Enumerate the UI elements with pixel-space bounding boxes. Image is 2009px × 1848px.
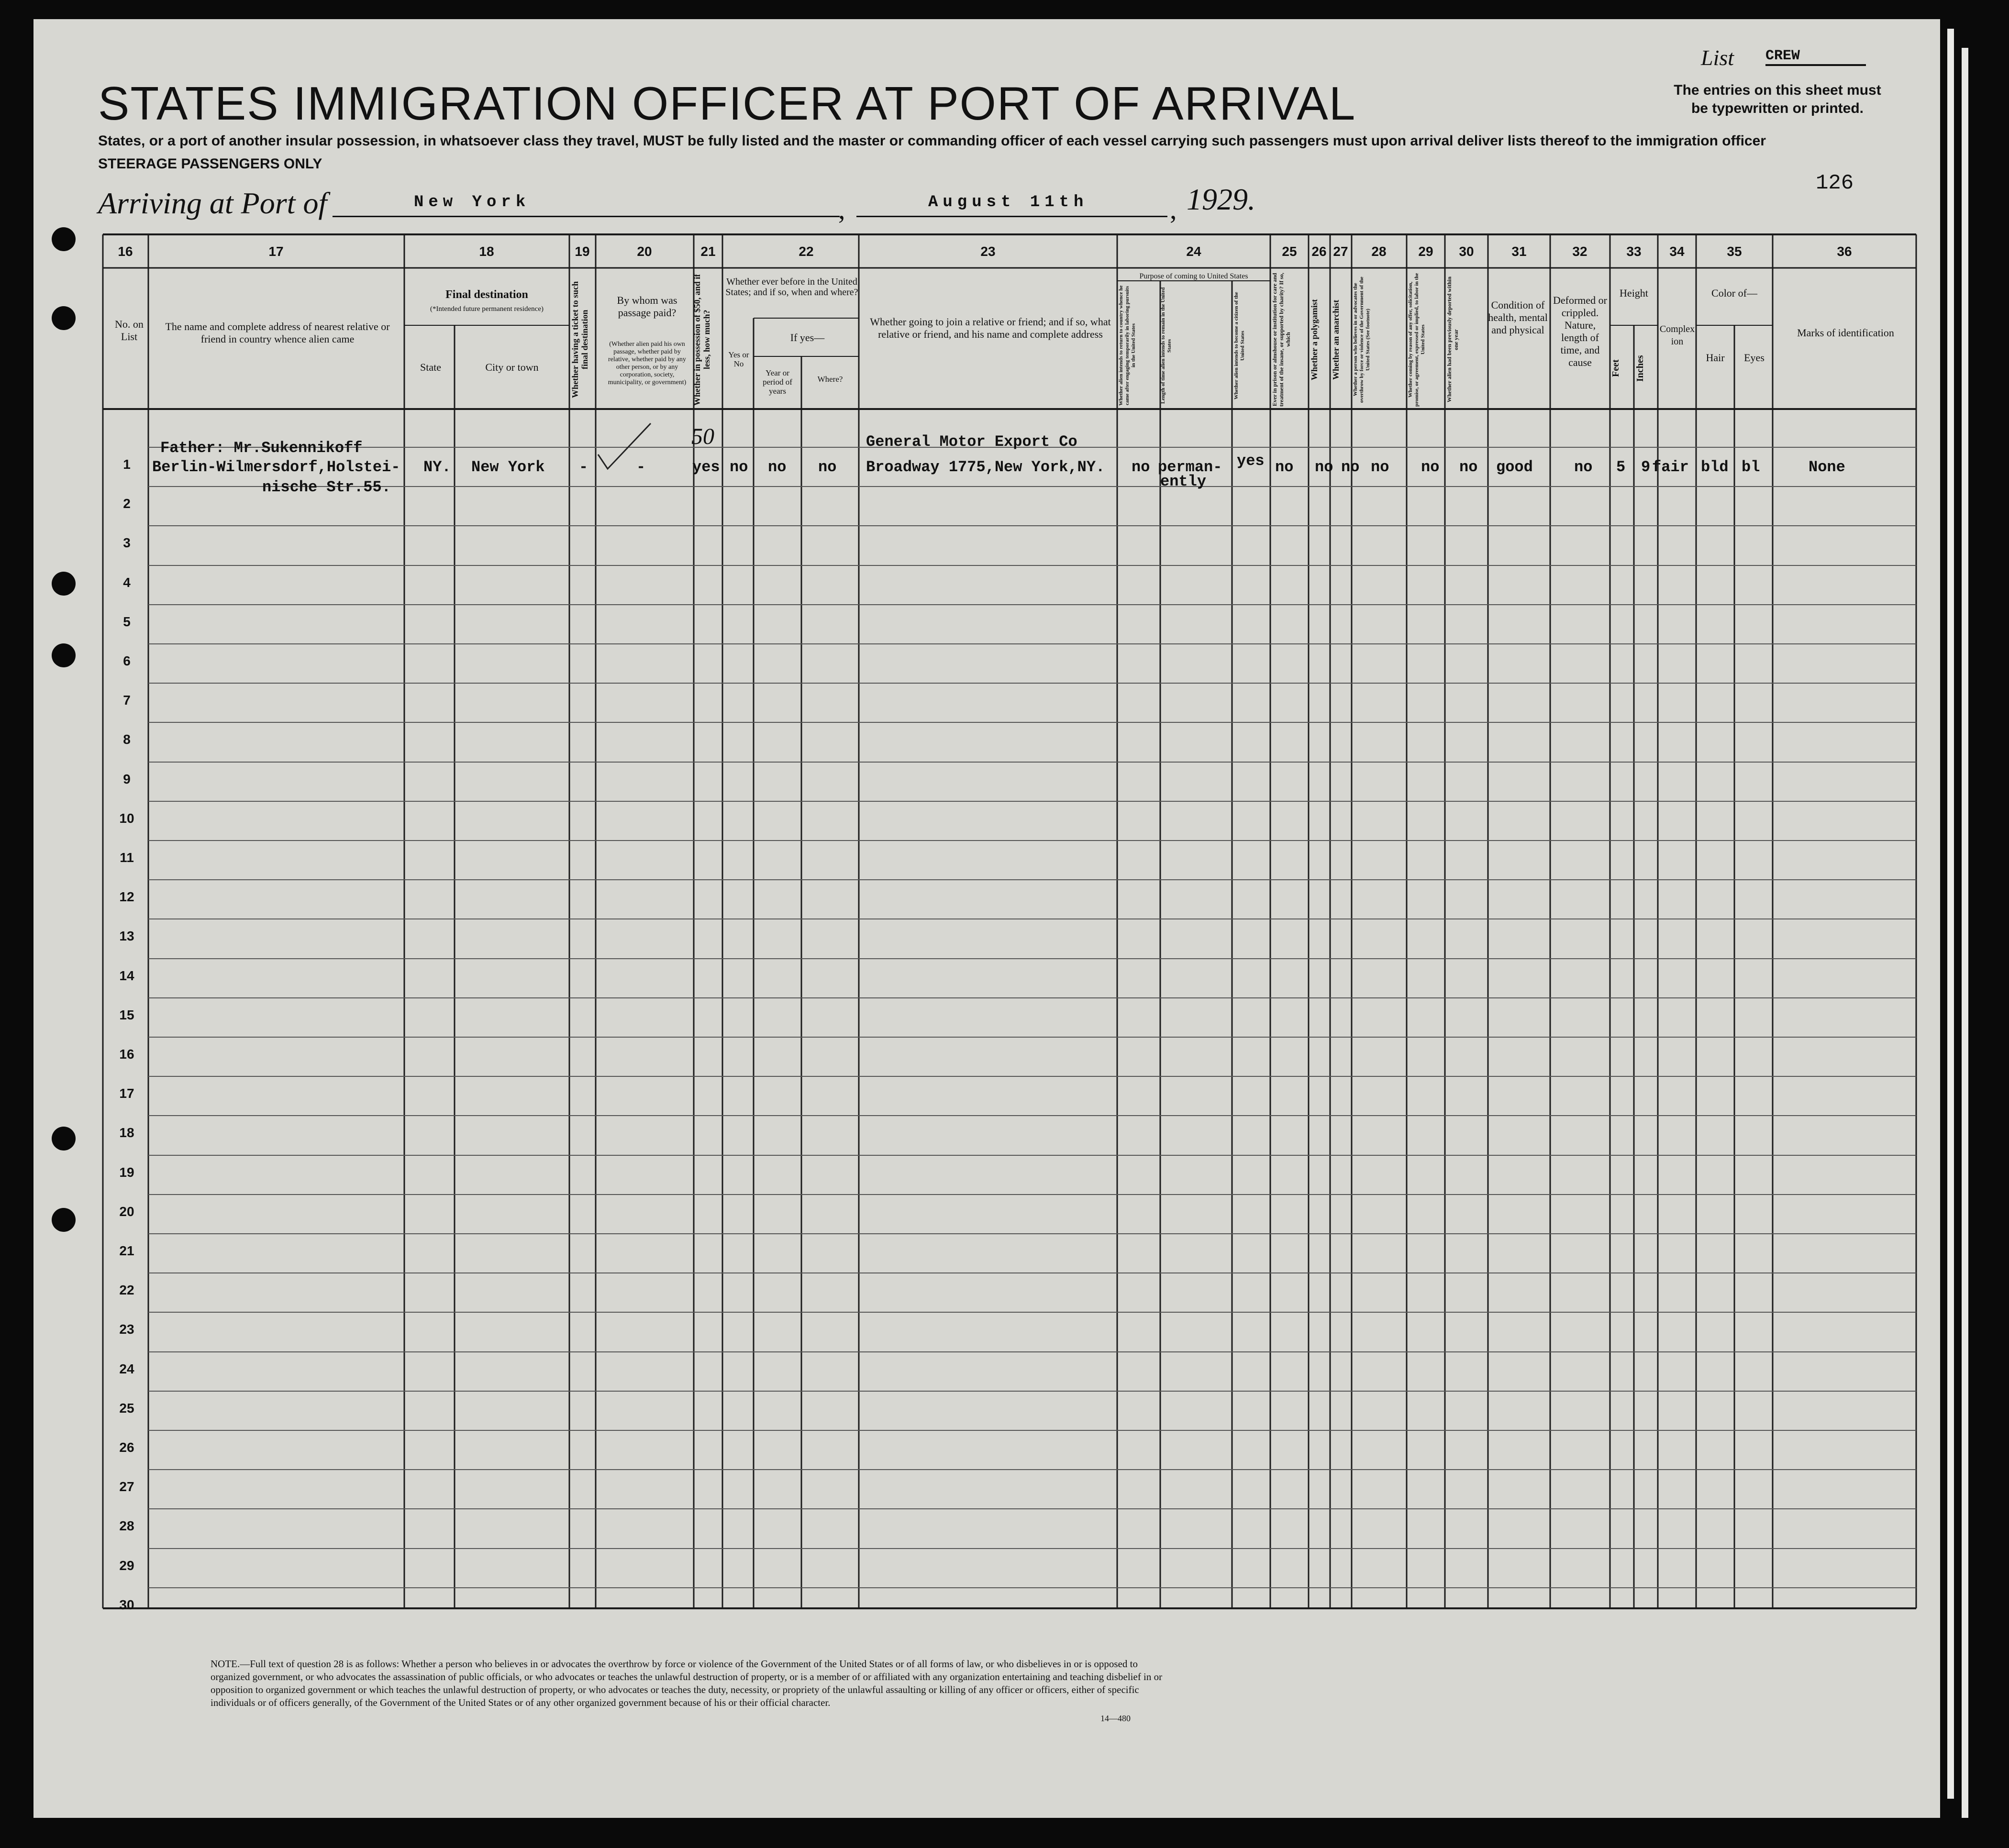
col33-feet-header: Feet — [1610, 359, 1621, 377]
column-number: 36 — [1837, 244, 1852, 259]
row-number: 1 — [123, 457, 131, 472]
row-number: 25 — [119, 1401, 134, 1416]
entry-feet: 5 — [1616, 458, 1626, 476]
row-number: 17 — [119, 1086, 134, 1101]
col24-return-header: Whether alien intends to return to country whence he came after engaging temporarily in laboring pursuits in the United States — [1118, 285, 1136, 406]
entry-anarchist: no — [1341, 458, 1360, 476]
column-number: 26 — [1311, 244, 1327, 259]
list-label: List — [1701, 45, 1734, 70]
entry-deported: no — [1459, 458, 1478, 476]
col21-header: Whether in possession of $50, and if less, how much? — [692, 274, 711, 406]
col22-yesno-header: Yes or No — [728, 350, 749, 368]
entry-paid-by: - — [636, 458, 646, 476]
arrival-port: New York — [333, 193, 840, 217]
typewritten-note: The entries on this sheet must be typewritten or printed. — [1674, 82, 1881, 116]
entry-relative-line2: Berlin-Wilmersdorf,Holstei- — [152, 458, 400, 476]
entry-state: NY. — [423, 458, 451, 476]
entry-deformed: no — [1574, 458, 1593, 476]
arriving-label: Arriving at Port of — [98, 186, 327, 220]
entry-complexion: fair — [1652, 458, 1689, 476]
col33-header: Height — [1620, 287, 1648, 299]
row-number: 14 — [119, 968, 134, 983]
entry-prison: no — [1275, 458, 1294, 476]
column-number: 18 — [479, 244, 494, 259]
col16-header: No. on List — [115, 318, 144, 343]
entry-before-where: no — [818, 458, 837, 476]
col29-header: Whether coming by reason of any offer, solicitation, promise, or agreement, expressed or implied, to labor in the United States — [1408, 273, 1426, 407]
col35-header: Color of— — [1711, 287, 1757, 299]
col18-header: Final destination — [445, 288, 528, 301]
row-number: 30 — [119, 1597, 134, 1612]
col34-header: Complexion — [1659, 324, 1695, 347]
row-number: 13 — [119, 929, 134, 943]
sheet-number: 126 — [1816, 171, 1854, 195]
column-number: 22 — [799, 244, 814, 259]
col36-header: Marks of identification — [1797, 327, 1894, 339]
entry-length-line1: perman- — [1158, 458, 1222, 476]
col22-where-header: Where? — [817, 375, 843, 384]
col24-citizen-header: Whether alien intends to become a citizen of the United States — [1233, 292, 1245, 399]
row-number: 6 — [123, 653, 131, 668]
list-value: CREW — [1765, 48, 1866, 66]
row-number: 26 — [119, 1440, 134, 1455]
col35-eyes-header: Eyes — [1744, 352, 1765, 364]
row-number: 21 — [119, 1243, 134, 1258]
col20-header: By whom was passage paid? — [617, 294, 677, 319]
column-number: 34 — [1669, 244, 1685, 259]
entry-join-line1: General Motor Export Co — [866, 433, 1077, 451]
arrival-date: August 11th — [856, 193, 1167, 217]
entry-return: no — [1132, 458, 1150, 476]
col28-header: Whether a person who believes in or advocates the overthrow by force or violence of the Government of the United States (See footnote) — [1353, 277, 1371, 403]
col32-header: Deformed or crippled. Nature, length of time, and cause — [1553, 294, 1607, 368]
column-number: 27 — [1333, 244, 1348, 259]
column-number: 20 — [637, 244, 652, 259]
col35-hair-header: Hair — [1706, 352, 1725, 364]
col27-header: Whether an anarchist — [1331, 299, 1341, 380]
col22-header: Whether ever before in the United States; and if so, when and where? — [725, 277, 858, 298]
col24-length-header: Length of time alien intends to remain in the United States — [1160, 287, 1172, 404]
col18-city-header: City or town — [485, 361, 539, 373]
row-number: 3 — [123, 535, 131, 550]
row-number: 22 — [119, 1283, 134, 1297]
entry-relative-line3: nische Str.55. — [262, 478, 391, 496]
row-number: 2 — [123, 496, 131, 511]
entry-city: New York — [471, 458, 545, 476]
column-number: 28 — [1371, 244, 1387, 259]
entry-before-yesno: no — [730, 458, 748, 476]
col18-note: (*Intended future permanent residence) — [430, 305, 544, 313]
col24-header: Purpose of coming to United States — [1139, 272, 1248, 280]
entry-eyes: bl — [1742, 458, 1760, 476]
arrival-year: 1929. — [1187, 182, 1255, 216]
entry-inches: 9 — [1641, 458, 1651, 476]
entry-health: good — [1496, 458, 1533, 476]
col33-inches-header: Inches — [1635, 355, 1645, 382]
col20-note: (Whether alien paid his own passage, whether paid by relative, whether paid by any other person, or by any corporation, society, municipality, or government) — [608, 341, 687, 386]
form-code: 14—480 — [1100, 1714, 1131, 1723]
row-number: 9 — [123, 772, 131, 786]
entry-money: yes — [692, 458, 720, 476]
entry-join-line2: Broadway 1775,New York,NY. — [866, 458, 1105, 476]
row-number: 18 — [119, 1125, 134, 1140]
column-number: 16 — [118, 244, 133, 259]
column-number: 19 — [575, 244, 590, 259]
col22-years-header: Year or period of years — [763, 368, 792, 396]
entry-polygamist: no — [1315, 458, 1333, 476]
page-title: STATES IMMIGRATION OFFICER AT PORT OF ARRIVAL — [98, 77, 1356, 130]
separator: , — [1170, 194, 1177, 225]
row-number: 16 — [119, 1047, 134, 1062]
column-number: 17 — [268, 244, 284, 259]
column-number: 21 — [700, 244, 716, 259]
header-instructions: States, or a port of another insular possession, in whatsoever class they travel, MUST be fully listed and the master or commanding officer of each vessel carrying such passengers must upon arrival deliver lists thereof to the immigration officer — [98, 133, 1766, 149]
entry-length-line2: ently — [1160, 473, 1207, 490]
entry-marks: None — [1809, 458, 1845, 476]
col23-header: Whether going to join a relative or friend; and if so, what relative or friend, and his name and complete address — [870, 316, 1111, 340]
row-number: 24 — [119, 1361, 134, 1376]
row-number: 5 — [123, 614, 131, 629]
col25-header: Ever in prison or almshouse or institution for care and treatment of the insane, or supported by charity? If so, which — [1271, 273, 1291, 407]
entry-offer: no — [1421, 458, 1440, 476]
entry-citizen: yes — [1237, 452, 1265, 470]
footer-note: NOTE.—Full text of question 28 is as follows: Whether a person who believes in or advocates the overthrow by force or violence of the Government of the United States or of all forms of law, or who disbelieves in or is opposed to organized government, or who advocates the assassination of public officials, or who advocates or teaches the unlawful destruction of property, or is a member of or affiliated with any organization entertaining and teaching disbelief in or opposition to organized government or which teaches the unlawful destruction of property, or who advocates or teaches the duty, necessity, or propriety of the unlawful assaulting or killing of any officer or officers, either of specific individuals or of officers generally, of the Government of the United States or of any other organized government because of his or their official character. — [211, 1658, 1163, 1708]
column-number: 31 — [1511, 244, 1527, 259]
col31-header: Condition of health, mental and physical — [1488, 299, 1548, 336]
handwritten-check-mark — [593, 421, 655, 474]
separator: , — [838, 194, 845, 225]
row-number: 12 — [119, 889, 134, 904]
row-number: 7 — [123, 693, 131, 708]
row-number: 15 — [119, 1007, 134, 1022]
column-number: 29 — [1418, 244, 1433, 259]
col18-state-header: State — [420, 361, 441, 373]
entry-relative-line1: Father: Mr.Sukennikoff — [160, 439, 363, 457]
col19-header: Whether having a ticket to such final destination — [570, 281, 589, 398]
header-class: STEERAGE PASSENGERS ONLY — [98, 156, 322, 172]
column-number: 35 — [1727, 244, 1742, 259]
row-number: 19 — [119, 1165, 134, 1180]
row-number: 20 — [119, 1204, 134, 1219]
column-number: 30 — [1459, 244, 1474, 259]
row-number: 27 — [119, 1479, 134, 1494]
col26-header: Whether a polygamist — [1310, 299, 1319, 380]
entry-ticket: - — [579, 458, 588, 476]
column-number: 23 — [980, 244, 996, 259]
row-number: 4 — [123, 575, 131, 590]
row-number: 23 — [119, 1322, 134, 1337]
entry-hair: bld — [1701, 458, 1729, 476]
entry-before-years: no — [768, 458, 787, 476]
row-number: 29 — [119, 1558, 134, 1573]
entry-money-handwritten: 50 — [691, 424, 714, 449]
col30-header: Whether alien had been previously deported within one year — [1446, 277, 1459, 403]
col17-header: The name and complete address of nearest relative or friend in country whence alien came — [165, 321, 390, 345]
row-number: 11 — [120, 850, 134, 865]
column-number: 32 — [1572, 244, 1587, 259]
row-number: 8 — [123, 732, 131, 747]
column-number: 33 — [1626, 244, 1642, 259]
col22-ifyes-header: If yes— — [790, 332, 825, 343]
column-number: 25 — [1282, 244, 1297, 259]
entry-overthrow: no — [1371, 458, 1389, 476]
row-number: 28 — [119, 1518, 134, 1533]
column-number: 24 — [1186, 244, 1201, 259]
row-number: 10 — [119, 811, 134, 826]
